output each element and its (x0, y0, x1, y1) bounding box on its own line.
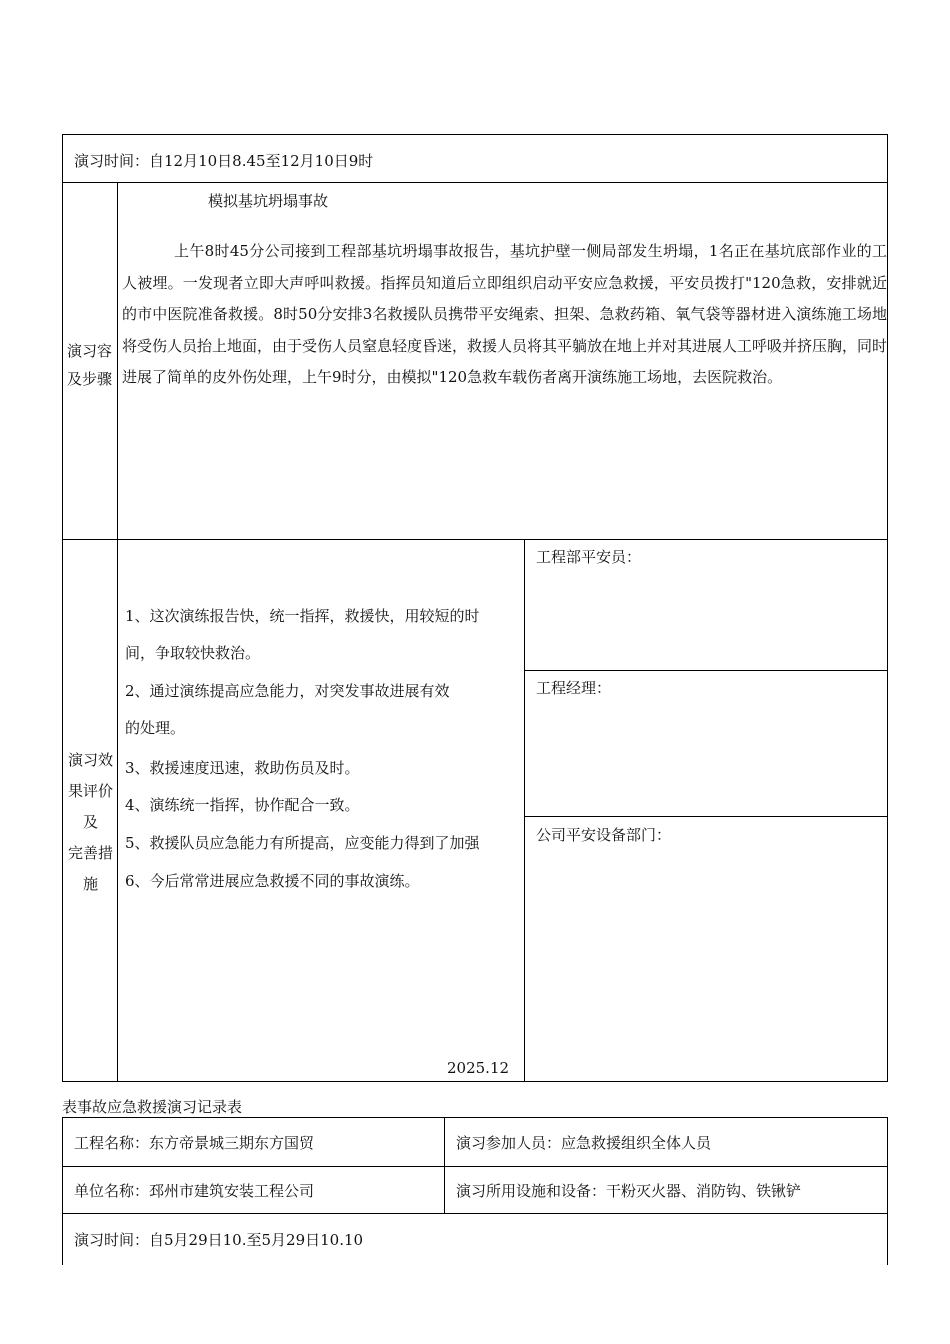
content-body-cell (117, 182, 888, 540)
eval-label-line: 完善措 (67, 844, 113, 862)
content-label-line2: 及步骤 (67, 370, 113, 388)
sign-safety-officer: 工程部平安员： (536, 548, 642, 566)
content-body: 上午8时45分公司接到工程部基坑坍塌事故报告，基坑护壁一侧局部发生坍塌，1名正在基坑底部作业的工人被埋。一发现者立即大声呼叫救援。指挥员知道后立即组织启动平安应急救援，平安员拨打"120急救，安排就近的市中医院准备救援。8时50分安排3名救援队员携带平安绳索、担架、急救药箱、氧气袋等器材进入演练施工场地将受伤人员抬上地面，由于受伤人员窒息轻度昏迷，救援人员将其平躺放在地上并对其进展人工呼吸并挤压胸，同时进展了简单的皮外伤处理，上午9时分，由模拟"120急救车载伤者离开演练施工场地，去医院救治。 (122, 242, 888, 386)
table-caption: 表事故应急救援演习记录表 (62, 1098, 243, 1116)
participants: 演习参加人员：应急救援组织全体人员 (456, 1134, 712, 1152)
eval-items-cell (117, 539, 525, 1082)
content-title: 模拟基坑坍塌事故 (208, 192, 329, 210)
sign-safety-officer-cell (524, 539, 888, 671)
eval-item: 的处理。 (125, 719, 186, 737)
eval-item: 间，争取较快救治。 (125, 644, 261, 662)
time-row-2: 演习时间：自5月29日10.至5月29日10.10 (74, 1231, 364, 1249)
content-label-line1: 演习容 (67, 342, 113, 360)
equipment-cell (444, 1166, 888, 1214)
equipment: 演习所用设施和设备：干粉灭火器、消防钩、铁锹铲 (456, 1182, 802, 1200)
eval-label-cell (62, 539, 118, 1082)
time-row-2-cell (62, 1213, 888, 1265)
content-label-cell (62, 182, 118, 540)
eval-item: 4、演练统一指挥，协作配合一致。 (125, 796, 360, 814)
eval-item: 1、这次演练报告快，统一指挥，救援快，用较短的时 (125, 607, 480, 625)
sign-company-dept-cell (524, 816, 888, 1082)
eval-label-line: 施 (82, 875, 98, 893)
sign-project-manager-cell (524, 670, 888, 817)
sign-company-dept: 公司平安设备部门： (536, 826, 672, 844)
unit-name: 单位名称：邳州市建筑安装工程公司 (74, 1182, 315, 1200)
sign-project-manager: 工程经理： (536, 679, 612, 697)
project-name-cell (62, 1117, 445, 1167)
eval-item: 3、救援速度迅速，救助伤员及时。 (125, 759, 360, 777)
eval-date: 2025.12 (447, 1059, 510, 1077)
eval-label-line: 及 (82, 813, 98, 831)
eval-label-line: 果评价 (67, 782, 113, 800)
eval-item: 6、今后常常进展应急救援不同的事故演练。 (125, 872, 420, 890)
participants-cell (444, 1117, 888, 1167)
unit-name-cell (62, 1166, 445, 1214)
eval-label-line: 演习效 (67, 751, 113, 769)
project-name: 工程名称：东方帝景城三期东方国贸 (74, 1134, 315, 1152)
time-row-cell (62, 134, 888, 183)
eval-item: 2、通过演练提高应急能力，对突发事故进展有效 (125, 682, 450, 700)
eval-item: 5、救援队员应急能力有所提高，应变能力得到了加强 (125, 834, 480, 852)
time-row-text: 演习时间：自12月10日8.45至12月10日9时 (74, 152, 374, 170)
